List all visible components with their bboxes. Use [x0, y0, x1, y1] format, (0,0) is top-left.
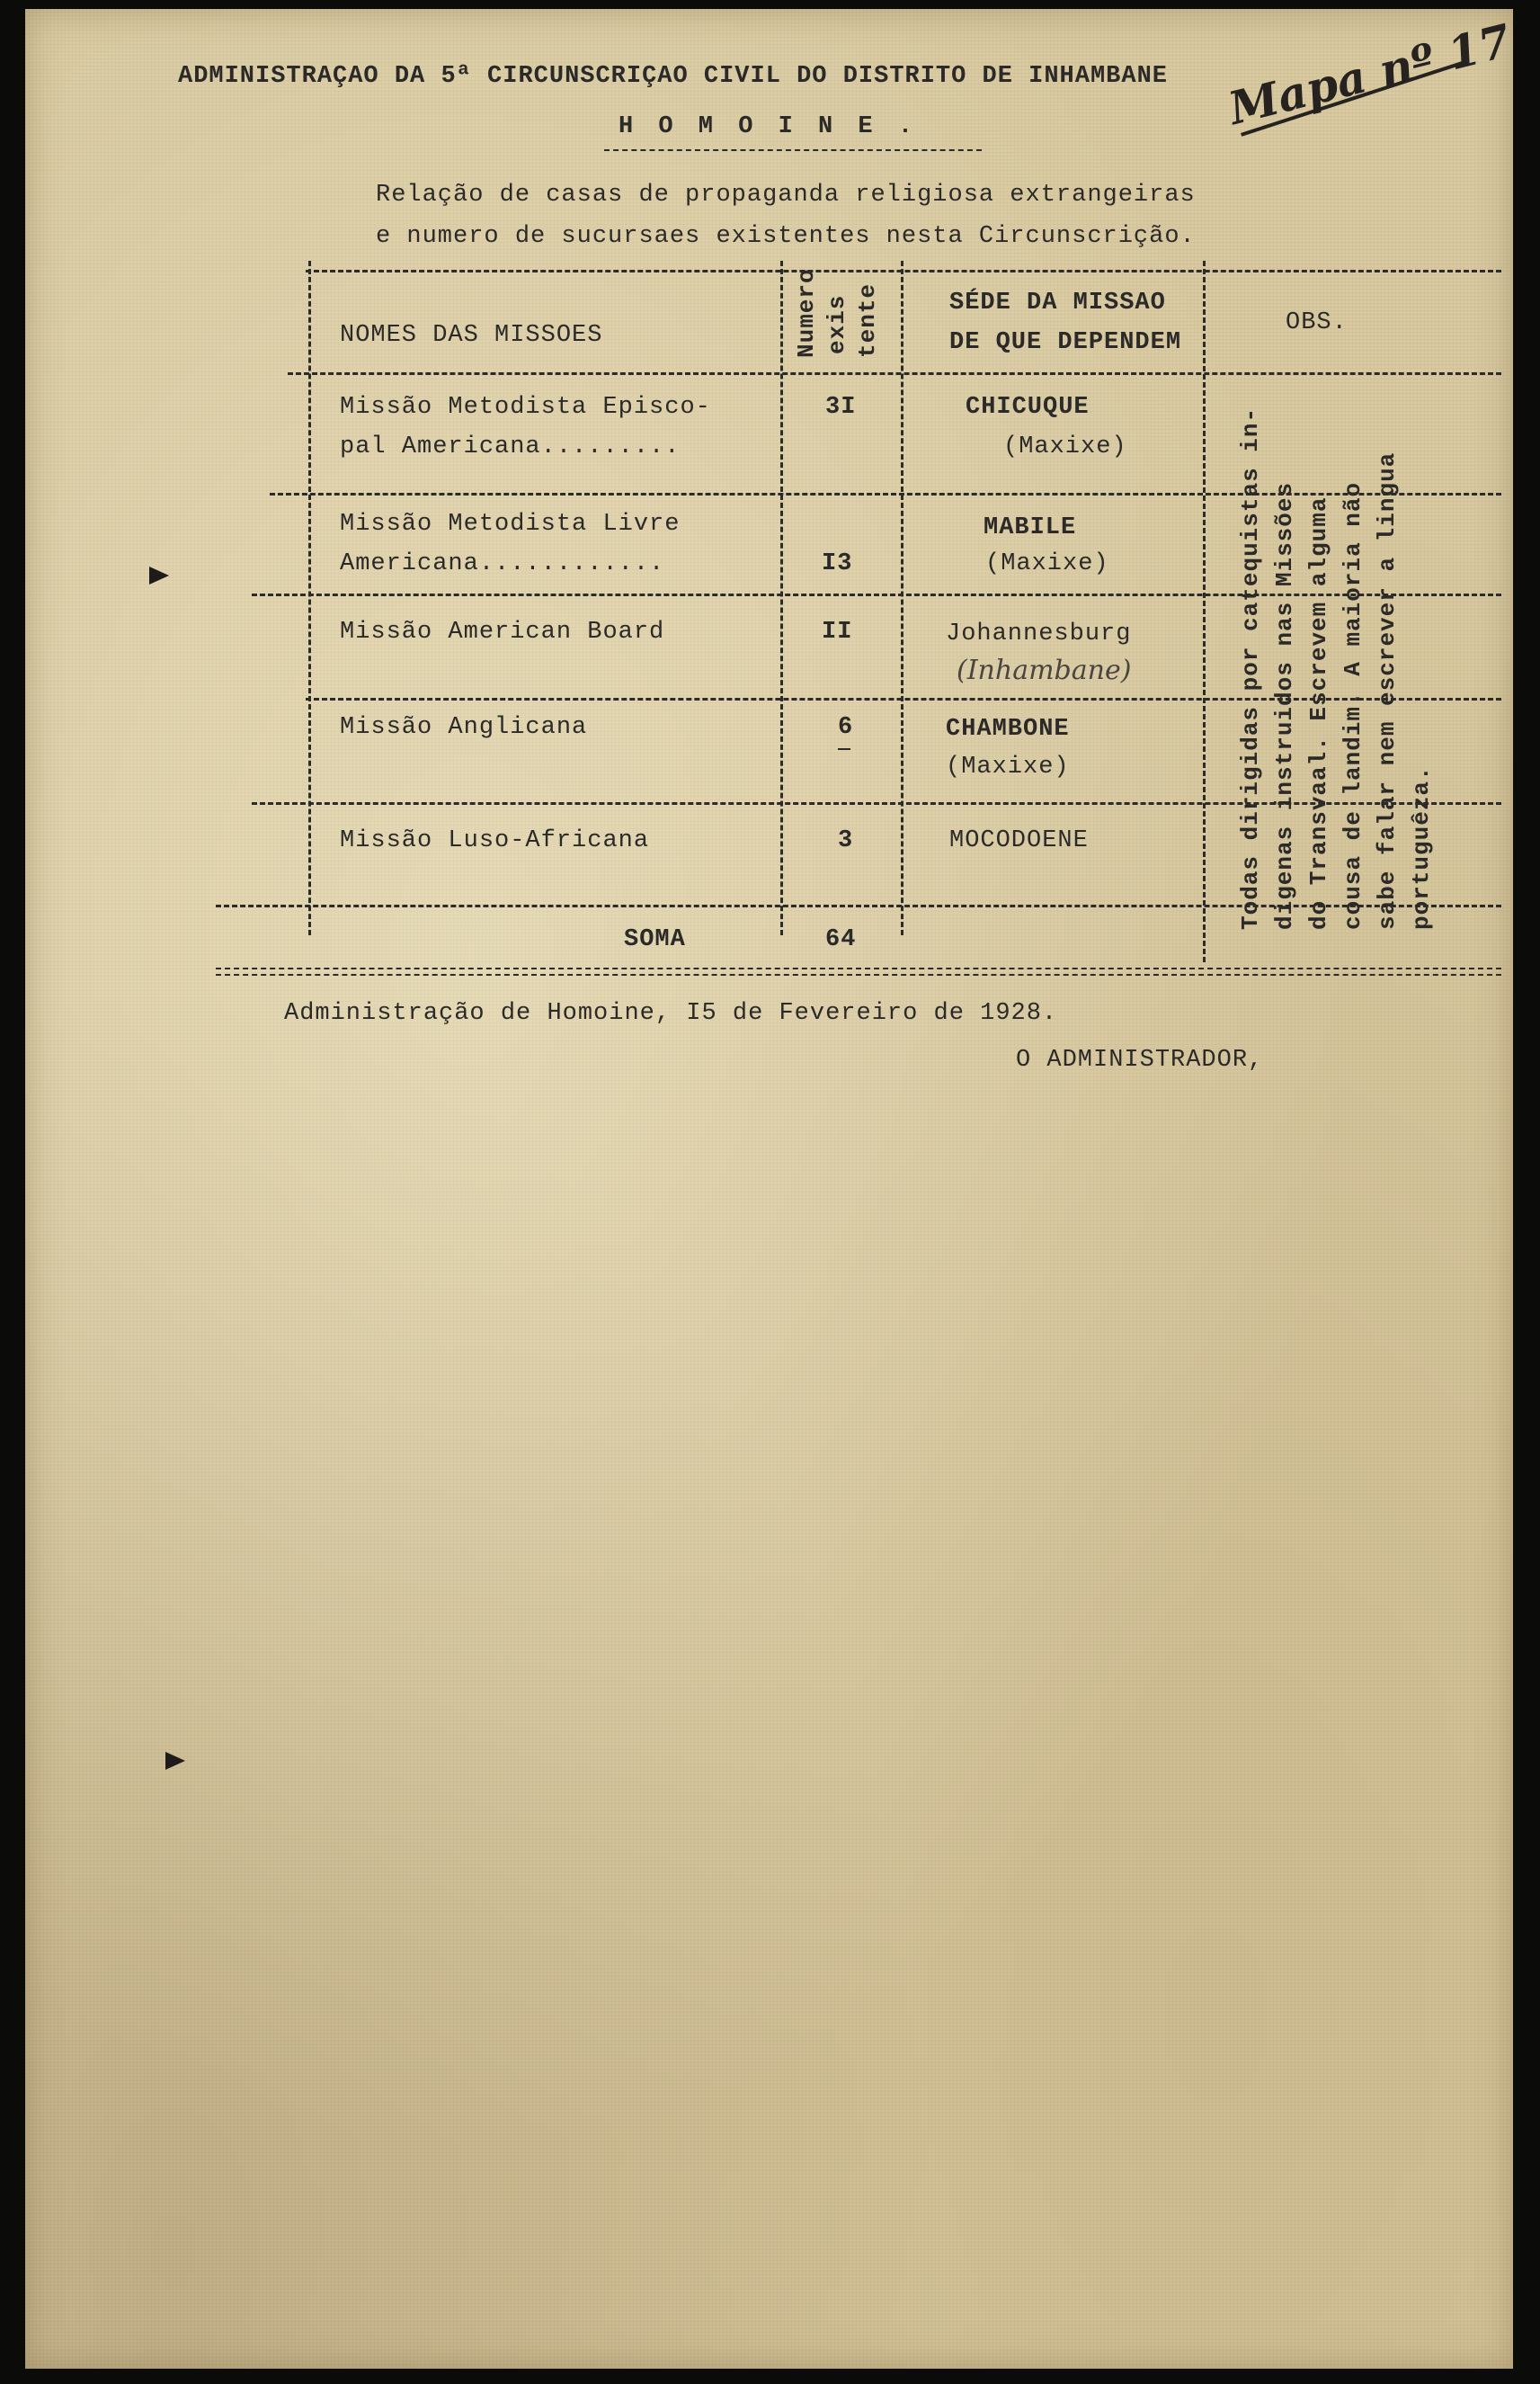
signature-line: O ADMINISTRADOR, — [1016, 1047, 1264, 1074]
row3-count: II — [822, 619, 853, 646]
header-seat-l1: SÉDE DA MISSAO — [949, 290, 1166, 317]
col-rule-2 — [780, 261, 783, 935]
row2-seat-l2: (Maxixe) — [985, 550, 1109, 577]
header-rule — [288, 372, 1501, 375]
date-line: Administração de Homoine, I5 de Fevereiro de 1928. — [284, 1000, 1058, 1027]
row2-name-l2: Americana............ — [340, 550, 665, 577]
header-number-l3: tente — [854, 282, 881, 358]
intro-line2: e numero de sucursaes existentes nesta Circunscrição. — [376, 223, 1196, 250]
row1-name-l1: Missão Metodista Episco- — [340, 394, 711, 421]
row4-seat-l1: CHAMBONE — [946, 716, 1070, 743]
punch-hole-top — [149, 567, 169, 585]
obs-line6: portuguêza. — [1408, 765, 1435, 930]
obs-line2: digenas instruidos nas Missões — [1271, 481, 1298, 930]
row3-seat-handwritten: (Inhambane) — [957, 655, 1132, 686]
obs-line3: do Transvaal. Escrevem alguma — [1305, 496, 1332, 930]
header-names: NOMES DAS MISSOES — [340, 322, 603, 349]
row4-count: 6 — [838, 714, 854, 741]
row2-seat-l1: MABILE — [984, 514, 1077, 541]
table-double-rule — [216, 968, 1501, 976]
punch-hole-bottom — [165, 1752, 185, 1770]
header-line1: ADMINISTRAÇAO DA 5ª CIRCUNSCRIÇAO CIVIL DO DISTRITO DE INHAMBANE — [178, 63, 1168, 90]
obs-line4: cousa de landim. A maioria não — [1340, 481, 1366, 930]
row1-count: 3I — [825, 394, 857, 421]
title-underline — [604, 149, 982, 151]
row1-seat-l2: (Maxixe) — [1003, 433, 1127, 460]
row1-name-l2: pal Americana......... — [340, 433, 681, 460]
table-top-rule — [306, 270, 1501, 272]
intro-line1: Relação de casas de propaganda religiosa extrangeiras — [376, 182, 1196, 209]
row4-seat-l2: (Maxixe) — [946, 754, 1070, 781]
header-seat-l2: DE QUE DEPENDEM — [949, 329, 1182, 356]
col-rule-4 — [1203, 261, 1206, 962]
header-obs: OBS. — [1286, 309, 1348, 336]
row5-count: 3 — [838, 827, 854, 854]
row5-seat-l1: MOCODOENE — [949, 827, 1089, 854]
header-title: H O M O I N E . — [619, 113, 919, 140]
row4-count-mark — [838, 748, 850, 750]
mapa-stamp: Mapa nº 17 — [1223, 13, 1517, 136]
col-rule-1 — [308, 261, 311, 935]
row3-seat-l1: Johannesburg — [946, 621, 1132, 647]
obs-line1: Todas dirigidas por catequistas in- — [1237, 406, 1264, 930]
col-rule-3 — [901, 261, 904, 935]
row-rule-1 — [270, 493, 1501, 496]
row2-name-l1: Missão Metodista Livre — [340, 511, 681, 538]
obs-line5: sabe falar nem escrever a lingua — [1374, 451, 1401, 930]
header-number-l2: exis — [823, 294, 850, 354]
row3-name-l1: Missão American Board — [340, 619, 665, 646]
row4-name-l1: Missão Anglicana — [340, 714, 588, 741]
total-value: 64 — [825, 926, 857, 953]
total-label: SOMA — [624, 926, 686, 953]
row5-name-l1: Missão Luso-Africana — [340, 827, 650, 854]
document-sheet — [25, 9, 1513, 2369]
row2-count: I3 — [822, 550, 853, 577]
row1-seat-l1: CHICUQUE — [966, 394, 1090, 421]
header-number-l1: Numero — [793, 268, 820, 358]
